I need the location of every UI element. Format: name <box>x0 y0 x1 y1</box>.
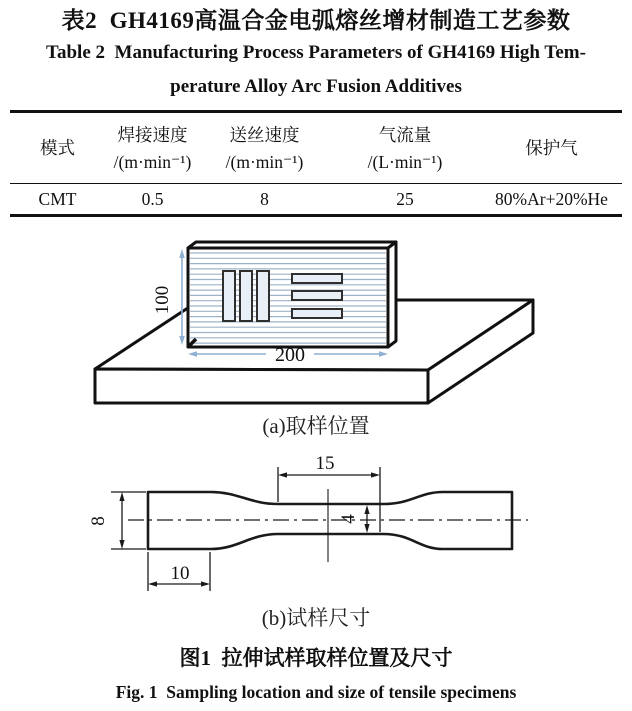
vertical-specimen <box>240 271 252 321</box>
gauge-width-label: 4 <box>338 514 359 524</box>
figure-b-specimen-dimension-drawing <box>0 452 632 602</box>
horizontal-specimen <box>292 274 342 283</box>
process-parameter-table <box>10 110 622 217</box>
header-gas-flow-unit: /(L·min⁻¹) <box>367 151 443 172</box>
horizontal-specimen <box>292 309 342 318</box>
cell-wire-feed-speed: 8 <box>260 188 269 209</box>
arrowhead-up-icon <box>179 249 185 258</box>
table-title-en-line1: Table 2 Manufacturing Process Parameters of GH4169 High Tem- <box>46 42 586 63</box>
wall-width-label: 200 <box>275 344 305 366</box>
arrowhead-right-icon <box>371 472 380 477</box>
header-wire-feed-speed-label: 送丝速度 <box>229 124 300 145</box>
arrowhead-up-icon <box>119 492 124 501</box>
header-mode-label: 模式 <box>40 138 75 158</box>
horizontal-specimen-outlines <box>292 274 342 318</box>
header-welding-speed <box>105 113 200 183</box>
header-wire-feed-speed <box>200 113 329 183</box>
vertical-specimen <box>257 271 269 321</box>
grip-width-label: 8 <box>88 516 109 526</box>
arrowhead-left-icon <box>148 581 157 586</box>
cell-gas-flow: 25 <box>396 188 414 209</box>
cell-welding-speed: 0.5 <box>141 188 164 209</box>
vertical-specimen-outlines <box>223 271 269 321</box>
vertical-specimen <box>223 271 235 321</box>
substrate-front-face <box>95 369 428 403</box>
header-shielding-gas <box>481 113 622 183</box>
figure-caption-zh: 图1 拉伸试样取样位置及尺寸 <box>179 646 453 670</box>
wall-height-label: 100 <box>152 285 173 315</box>
header-mode <box>10 113 105 183</box>
figure-b-caption: (b)试样尺寸 <box>261 606 371 630</box>
dimension-grip-length <box>148 552 210 591</box>
horizontal-specimen <box>292 291 342 300</box>
arrowhead-down-icon <box>119 540 124 549</box>
header-welding-speed-label: 焊接速度 <box>117 124 188 145</box>
table-title-zh: 表2 GH4169高温合金电弧熔丝增材制造工艺参数 <box>61 8 571 33</box>
cell-mode: CMT <box>38 188 77 209</box>
grip-length-label: 10 <box>170 563 190 584</box>
arrowhead-right-icon <box>201 581 210 586</box>
deposited-wall <box>188 242 396 347</box>
header-wire-feed-speed-unit: /(m·min⁻¹) <box>225 151 304 172</box>
gauge-length-label: 15 <box>315 453 335 474</box>
header-welding-speed-unit: /(m·min⁻¹) <box>113 151 192 172</box>
header-gas-flow-label: 气流量 <box>378 124 432 145</box>
figure-a-caption: (a)取样位置 <box>262 414 370 438</box>
header-gas-flow <box>329 113 481 183</box>
cell-shielding-gas: 80%Ar+20%He <box>495 188 608 209</box>
figure-a-sampling-position-drawing <box>0 230 632 406</box>
table-title-en-line2: perature Alloy Arc Fusion Additives <box>170 76 462 97</box>
header-shielding-gas-label: 保护气 <box>525 138 578 158</box>
arrowhead-left-icon <box>278 472 287 477</box>
figure-caption-en: Fig. 1 Sampling location and size of tensile specimens <box>115 682 517 702</box>
table-header-row <box>10 113 622 184</box>
table-data-row <box>10 184 622 214</box>
